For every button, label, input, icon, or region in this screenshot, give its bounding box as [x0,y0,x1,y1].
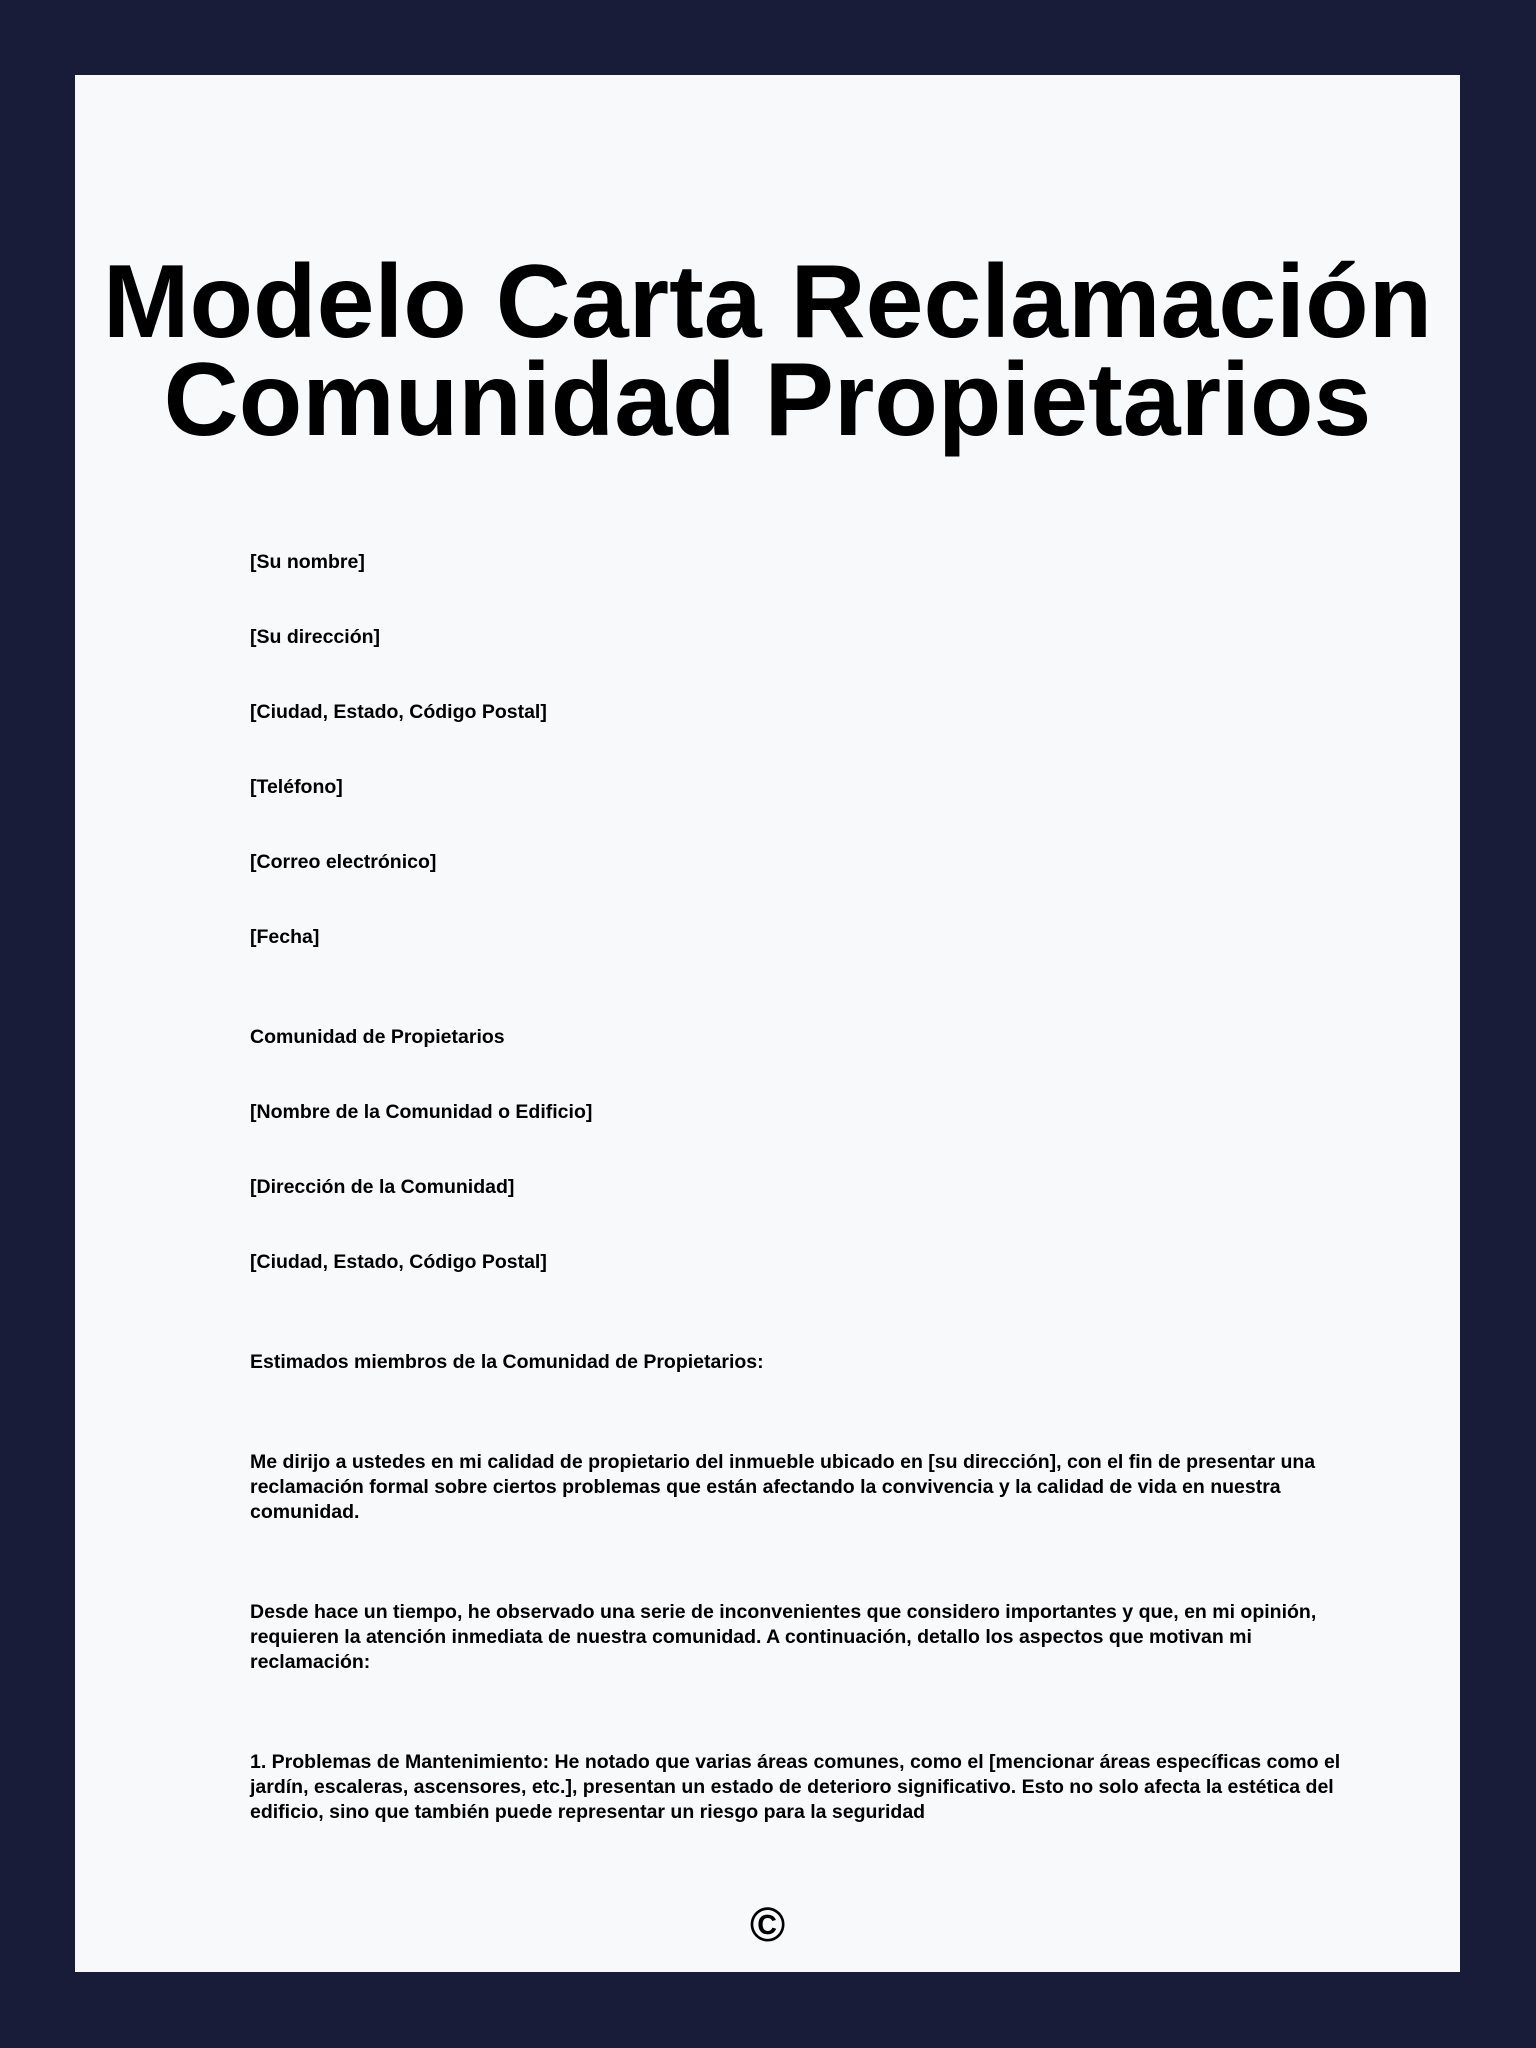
sender-name: [Su nombre] [250,551,365,573]
paragraph-item-1: 1. Problemas de Mantenimiento: He notado que varias áreas comunes, como el [mencionar áreas específicas como el jardín, escaleras, ascensores, etc.], presentan un estado de deterioro significativo. Esto no solo afecta la estética del edificio, sino que también puede representar un riesgo para la seguridad [250,1751,1341,1823]
recipient-address: [Dirección de la Comunidad] [250,1176,515,1198]
sender-address: [Su dirección] [250,626,381,648]
sender-phone: [Teléfono] [250,776,343,798]
recipient-name: [Nombre de la Comunidad o Edificio] [250,1101,593,1123]
recipient-org: Comunidad de Propietarios [250,1026,505,1048]
recipient-city: [Ciudad, Estado, Código Postal] [250,1251,547,1273]
title-line-1: Modelo Carta Reclamación [102,244,1433,360]
document-page [75,75,1460,1972]
paragraph-intro: Me dirijo a ustedes en mi calidad de propietario del inmueble ubicado en [su dirección], con el fin de presentar una reclamación formal sobre ciertos problemas que están afectando la convivencia y la calidad de vida en nuestra comunidad. [250,1451,1316,1523]
letter-date: [Fecha] [250,926,320,948]
copyright-symbol: © [749,1899,786,1952]
sender-email: [Correo electrónico] [250,851,437,873]
paragraph-context: Desde hace un tiempo, he observado una serie de inconvenientes que considero importantes y que, en mi opinión, requieren la atención inmediata de nuestra comunidad. A continuación, detallo los aspectos que motivan mi reclamación: [250,1601,1317,1673]
salutation: Estimados miembros de la Comunidad de Propietarios: [250,1351,764,1373]
letter-body [250,550,1350,1900]
title-line-2: Comunidad Propietarios [163,342,1372,458]
document-title [75,244,1460,458]
sender-city: [Ciudad, Estado, Código Postal] [250,701,547,723]
